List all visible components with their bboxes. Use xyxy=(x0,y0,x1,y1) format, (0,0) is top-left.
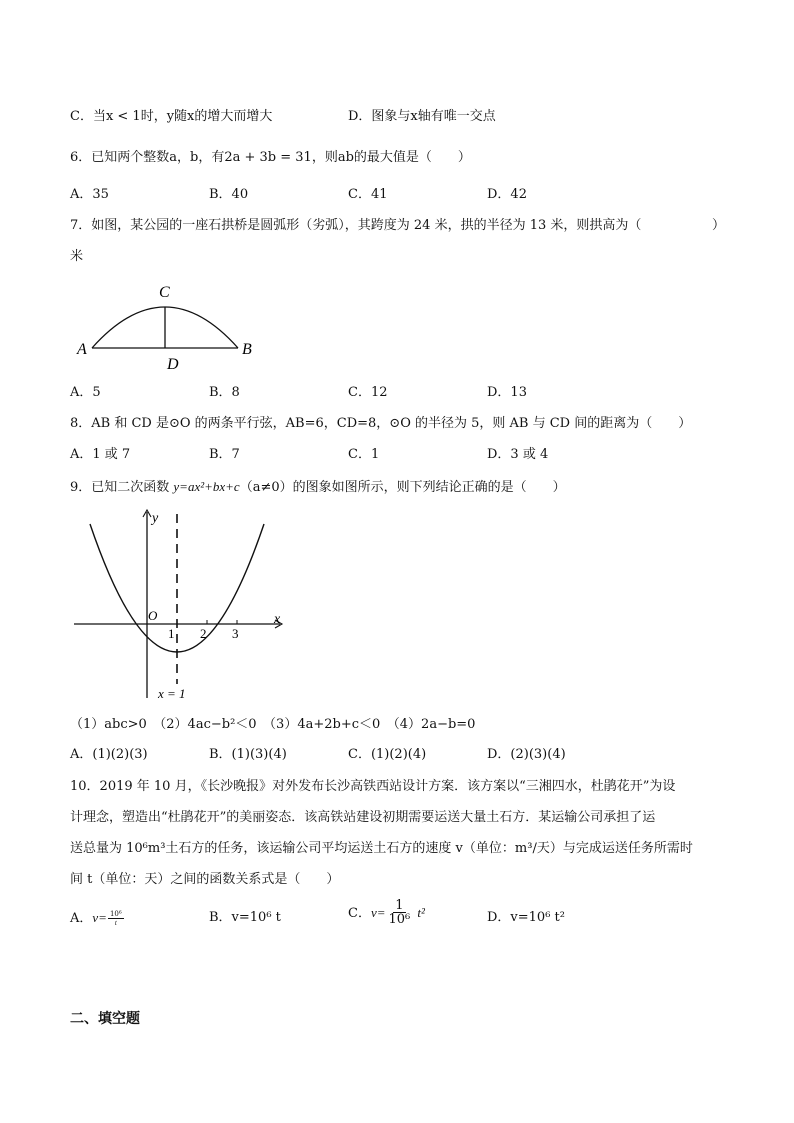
q10-line1: 10．2019 年 10 月，《长沙晚报》对外发布长沙高铁西站设计方案．该方案以“三湘四水，杜鹃花开”为设 xyxy=(70,779,676,794)
q6-stem: 6．已知两个整数a，b，有2a + 3b = 31，则ab的最大值是（ ） xyxy=(70,150,471,165)
q9-option-b: B．(1)(3)(4) xyxy=(209,747,287,762)
q9-stem-post: （a≠0）的图象如图所示，则下列结论正确的是（ ） xyxy=(239,480,566,495)
x-axis-label: x xyxy=(274,612,281,627)
q7-stem: 7．如图，某公园的一座石拱桥是圆弧形（劣弧），其跨度为 24 米，拱的半径为 13 米，则拱高为（ xyxy=(70,218,642,233)
tick-label-3: 3 xyxy=(232,626,239,641)
q6-option-a: A．35 xyxy=(70,187,109,202)
q7-bridge-figure xyxy=(70,278,270,373)
q10-option-a xyxy=(70,908,125,929)
tick-label-2: 2 xyxy=(200,626,207,641)
q10-option-c-num: 1 xyxy=(395,898,404,913)
section-title-fill-in: 二、填空题 xyxy=(70,1011,140,1027)
q9-option-a: A．(1)(2)(3) xyxy=(70,747,148,762)
q8-option-a: A．1 或 7 xyxy=(70,447,131,462)
q6-option-c: C．41 xyxy=(348,187,388,202)
q8-option-d: D．3 或 4 xyxy=(487,447,549,462)
q9-option-c: C．(1)(2)(4) xyxy=(348,747,427,762)
q7-stem-paren: ） xyxy=(712,218,726,233)
q8-option-b: B．7 xyxy=(209,447,240,462)
label-a: A xyxy=(77,341,87,358)
q10-line4: 间 t（单位：天）之间的函数关系式是（ ） xyxy=(70,872,340,887)
y-axis-label: y xyxy=(152,511,159,526)
q10-option-c xyxy=(348,900,425,927)
q9-conclusions: （1）abc>0 （2）4ac−b²＜0 （3）4a+2b+c＜0 （4）2a−b=0 xyxy=(70,717,476,732)
q10-option-a-v: v= xyxy=(92,910,107,925)
q7-option-a: A．5 xyxy=(70,385,101,400)
q10-option-c-label: C． xyxy=(348,906,371,921)
q10-option-a-fraction xyxy=(108,910,124,927)
q10-line3: 送总量为 10⁶m³土石方的任务，该运输公司平均运送土石方的速度 v（单位：m³/天）与完成运送任务所需时 xyxy=(70,841,693,856)
q8-stem: 8．AB 和 CD 是⊙O 的两条平行弦，AB=6，CD=8，⊙O 的半径为 5，则 AB 与 CD 间的距离为（ ） xyxy=(70,416,692,431)
label-d: D xyxy=(167,356,179,373)
q6-option-b: B．40 xyxy=(209,187,249,202)
q9-stem-formula: y=ax²+bx+c xyxy=(173,479,240,494)
q10-option-a-den: t xyxy=(114,919,117,927)
q5-option-c: C．当x < 1时，y随x的增大而增大 xyxy=(70,109,273,124)
q10-option-d: D．v=10⁶ t² xyxy=(487,910,565,925)
label-c: C xyxy=(159,284,170,301)
q7-option-b: B．8 xyxy=(209,385,240,400)
label-b: B xyxy=(242,341,252,358)
q7-stem-line2: 米 xyxy=(70,249,84,264)
tick-label-1: 1 xyxy=(168,626,175,641)
q10-option-a-label: A． xyxy=(70,911,93,926)
q5-option-d: D．图象与x轴有唯一交点 xyxy=(348,109,496,124)
q8-option-c: C．1 xyxy=(348,447,380,462)
q9-stem xyxy=(70,477,566,498)
q10-option-c-fraction xyxy=(387,900,413,927)
q9-stem-pre: 9．已知二次函数 xyxy=(70,480,174,495)
q9-option-d: D．(2)(3)(4) xyxy=(487,747,566,762)
symmetry-axis-label: x = 1 xyxy=(158,686,186,701)
q9-parabola-graph xyxy=(70,506,290,706)
q10-option-c-den: 10⁶ xyxy=(388,912,411,927)
q10-option-a-num: 10⁶ xyxy=(109,910,122,918)
q10-option-c-tail: t² xyxy=(417,905,425,920)
q6-option-d: D．42 xyxy=(487,187,527,202)
origin-label: O xyxy=(148,608,158,623)
q10-option-b: B．v=10⁶ t xyxy=(209,910,281,925)
q7-option-d: D．13 xyxy=(487,385,527,400)
q10-line2: 计理念，塑造出“杜鹃花开”的美丽姿态．该高铁站建设初期需要运送大量土石方．某运输公司承担了运 xyxy=(70,810,656,825)
q7-option-c: C．12 xyxy=(348,385,388,400)
q10-option-c-v: v= xyxy=(370,905,386,920)
